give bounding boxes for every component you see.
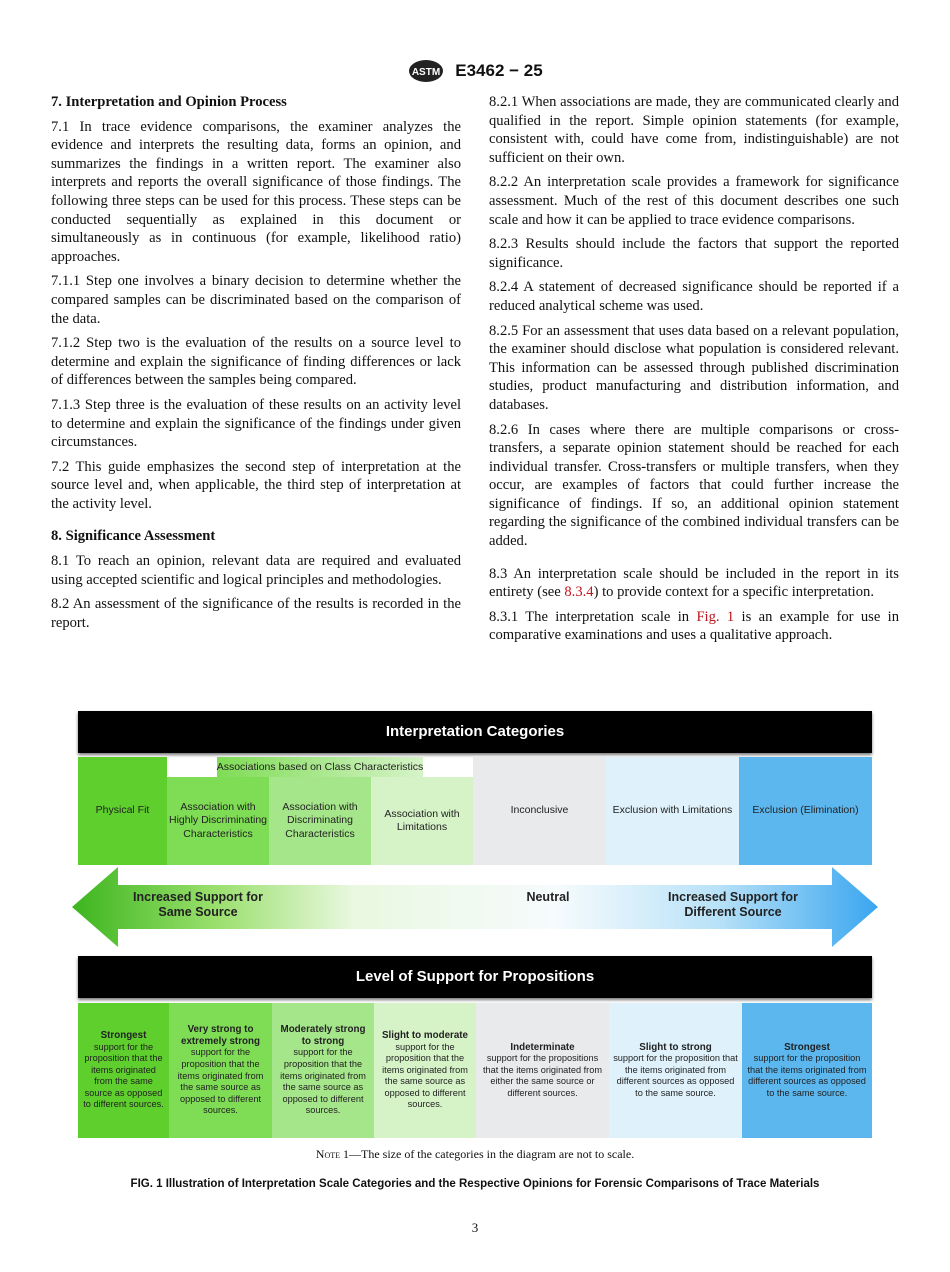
- page-number: 3: [471, 1220, 479, 1235]
- page-header: [0, 58, 950, 84]
- para-7-1-1: 7.1.1 Step one involves a binary decision to determine whether the compared samples can be discriminated based on the comparison of the data.: [51, 273, 461, 327]
- prop-moderately-strong: Moderately strong to strong support for the proposition that the items originated from the same source as opposed to different sources.: [272, 1003, 374, 1138]
- section-8-heading: 8. Significance Assessment: [51, 528, 216, 545]
- para-8-1: 8.1 To reach an opinion, relevant data are required and evaluated using accepted scientific and logical principles and methodologies.: [51, 553, 461, 588]
- cat-exclusion-limitations: Exclusion with Limitations: [606, 757, 739, 865]
- right-column: [489, 93, 899, 651]
- assoc-group: [167, 757, 473, 865]
- prop-slight-strong: Slight to strong support for the proposition that the items originated from different sources as opposed to the same source.: [609, 1003, 742, 1138]
- logo-text: ASTM: [412, 67, 441, 78]
- cat-physical-fit: Physical Fit: [78, 757, 167, 865]
- cat-discriminating: Association with Discriminating Characteristics: [269, 777, 371, 865]
- assoc-header: Associations based on Class Characteristics: [217, 757, 424, 777]
- figure-caption: FIG. 1 Illustration of Interpretation Scale Categories and the Respective Opinions for Forensic Comparisons of Trace Materials: [130, 1178, 820, 1190]
- para-8-3-1: 8.3.1 The interpretation scale in Fig. 1 is an example for use in comparative examinations and uses a qualitative approach.: [489, 608, 899, 644]
- interpretation-categories-title: Interpretation Categories: [78, 711, 872, 753]
- left-column: [51, 93, 461, 638]
- arrow-neutral-label: Neutral: [526, 890, 570, 904]
- figure-note: Note 1—The size of the categories in the diagram are not to scale.: [315, 1147, 635, 1161]
- para-7-1-3: 7.1.3 Step three is the evaluation of these results on an activity level to determine and explain the significance of the findings under given circumstances.: [51, 396, 461, 451]
- para-8-2-2: 8.2.2 An interpretation scale provides a framework for significance assessment. Much of the rest of this document describes one such scale and how it can be applied to trace evidence comparisons.: [489, 174, 899, 228]
- para-8-2-1: 8.2.1 When associations are made, they are communicated clearly and qualified in the report. Simple opinion statements (for example, consistent with, could have come from, indistinguishable) are not sufficient on their own.: [489, 94, 899, 166]
- support-arrow: [78, 865, 872, 950]
- cat-with-limitations: Association with Limitations: [371, 777, 473, 865]
- proposition-row: [78, 1003, 872, 1138]
- para-7-2: 7.2 This guide emphasizes the second step of interpretation at the source level and, when applicable, the third step of interpretation at the activity level.: [51, 458, 461, 512]
- section-7-heading: 7. Interpretation and Opinion Process: [51, 94, 287, 110]
- para-8-2: 8.2 An assessment of the significance of the results is recorded in the report.: [51, 596, 461, 631]
- arrow-right-label: Increased Support for Different Source: [668, 890, 798, 919]
- cat-highly-discriminating: Association with Highly Discriminating Characteristics: [167, 777, 269, 865]
- prop-strongest-different: Strongest support for the proposition that the items originated from different sources as opposed to the same source.: [742, 1003, 872, 1138]
- prop-strongest-same: Strongest support for the proposition that the items originated from the same source as opposed to different sources.: [78, 1003, 169, 1138]
- para-8-2-5: 8.2.5 For an assessment that uses data based on a relevant population, the examiner should disclose what population is considered relevant. This information can be assessed through published discrimination studies, product manufacturing and distribution information, and databases.: [489, 322, 899, 413]
- level-of-support-title: Level of Support for Propositions: [78, 956, 872, 998]
- para-8-2-6: 8.2.6 In cases where there are multiple comparisons or cross-transfers, a separate opinion statement should be reached for each individual transfer. Cross-transfers or multiple transfers, when they occur, are examples of factors that could further increase the significance of findings. If so, an additional opinion statement regarding the significance of the combined individual transfers can be added.: [489, 421, 899, 550]
- figure-1: [78, 711, 872, 1138]
- para-7-1-2: 7.1.2 Step two is the evaluation of the results on a source level to determine and explain the significance of finding differences or lack of differences between the samples being compared.: [51, 335, 461, 389]
- cat-exclusion: Exclusion (Elimination): [739, 757, 872, 865]
- para-8-2-3: 8.2.3 Results should include the factors that support the reported significance.: [489, 236, 899, 271]
- prop-slight-moderate: Slight to moderate support for the proposition that the items originated from the same source as opposed to different sources.: [374, 1003, 476, 1138]
- document-code: E3462 − 25: [455, 61, 543, 80]
- para-7-1: 7.1 In trace evidence comparisons, the examiner analyzes the evidence and interprets the resulting data, forms an opinion, and summarizes the findings in a written report. The examiner also interprets and reports the overall significance of those findings. The following three steps can be used for this process. These steps can be conducted sequentially as explained in this document or simultaneously as in continuous (for example, likelihood ratio) approaches.: [51, 118, 461, 265]
- astm-logo-icon: [407, 58, 445, 84]
- para-8-2-4: 8.2.4 A statement of decreased significance should be reported if a reduced analytical scheme was used.: [489, 279, 899, 314]
- para-8-3: 8.3 An interpretation scale should be included in the report in its entirety (see 8.3.4) to provide context for a specific interpretation.: [489, 565, 899, 601]
- category-row: [78, 757, 872, 865]
- cat-inconclusive: Inconclusive: [473, 757, 606, 865]
- link-8-3-4[interactable]: 8.3.4: [564, 584, 594, 601]
- arrow-left-label: Increased Support for Same Source: [133, 890, 263, 919]
- link-fig-1[interactable]: Fig. 1: [696, 608, 735, 625]
- prop-indeterminate: Indeterminate support for the propositions that the items originated from either the same source or different sources.: [476, 1003, 609, 1138]
- prop-very-strong: Very strong to extremely strong support for the proposition that the items originated from the same source as opposed to different sources.: [169, 1003, 272, 1138]
